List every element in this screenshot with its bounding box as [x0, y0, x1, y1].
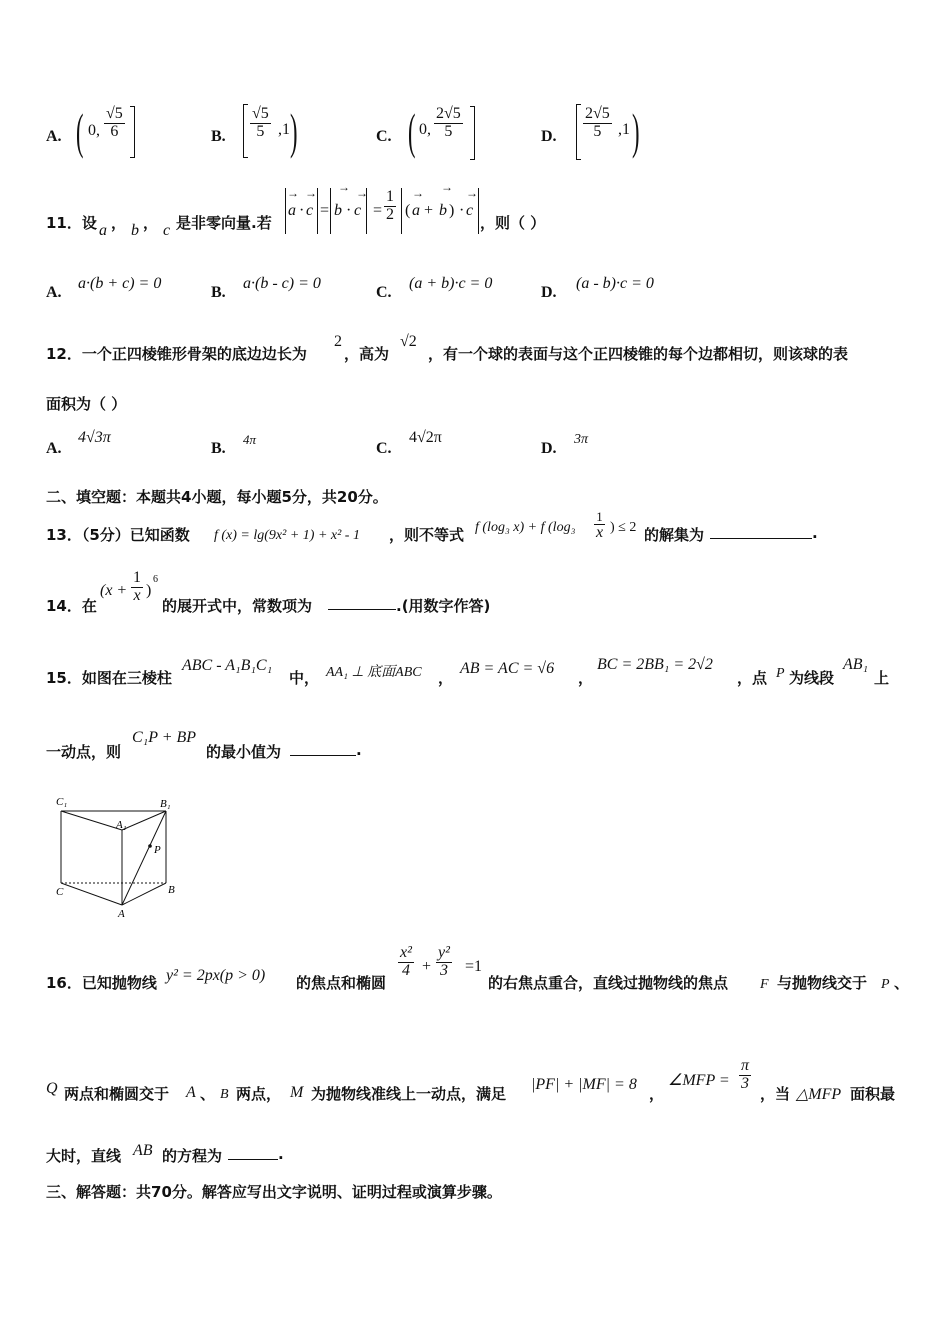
q11-sep-1: ， — [111, 214, 127, 232]
q16-ellipse-plus: + — [422, 958, 432, 975]
q11-half: $\frac{1}{2}$ — [386, 188, 394, 223]
q16-point-p: P — [881, 977, 890, 992]
q11-option-a-label: A. — [46, 284, 62, 301]
q16-period: . — [278, 1145, 284, 1163]
q16-abs-condition: |PF| + |MF| = 8 — [531, 1076, 637, 1093]
q11-cond-c2: c — [354, 202, 362, 219]
label-b: B — [168, 884, 175, 896]
q11-arrow-b2: → — [441, 180, 453, 194]
q11-arrow-c2: → — [356, 186, 368, 200]
q12-option-d-expr: 3π — [574, 432, 589, 447]
q16-point-q: Q — [46, 1080, 58, 1097]
q12-option-a-label: A. — [46, 440, 62, 457]
q16-text-5: 两点和椭圆交于 — [64, 1085, 170, 1103]
q16-line-ab: AB — [133, 1142, 153, 1159]
q11-option-b-expr: a·(b - c) = 0 — [243, 275, 321, 292]
q14-power: 6 — [153, 574, 158, 585]
q16-dun-1: 、 — [894, 974, 910, 992]
label-c1: C₁ — [56, 796, 68, 808]
q15-cond-3: BC = 2BB₁ = 2√2 — [597, 656, 713, 673]
q12-text-3: ，有一个球的表面与这个正四棱锥的每个边都相切，则该球的表 — [428, 345, 849, 363]
q11-arrow-c3: → — [466, 186, 478, 200]
q16-text-3: 的右焦点重合，直线过抛物线的焦点 — [488, 974, 729, 992]
q13-text-2: ，则不等式 — [389, 526, 465, 544]
q11-option-d-label: D. — [541, 284, 557, 301]
q12-option-c-expr: 4√2π — [409, 429, 442, 446]
q11-arrow-a2: → — [412, 186, 424, 200]
q14-text-3: .(用数字作答) — [396, 597, 491, 615]
q11-tail: ，则（ ） — [480, 214, 546, 232]
q14-expr-1: (x + — [100, 582, 128, 599]
q16-dun-2: 、 — [200, 1085, 216, 1103]
q12-text-1: 12．一个正四棱锥形骨架的底边边长为 — [46, 345, 307, 363]
q13-text-1: 13．（5分）已知函数 — [46, 526, 190, 544]
q16-triangle: △MFP — [796, 1086, 842, 1103]
q15-cond-1: AA₁ ⊥ 底面ABC — [326, 665, 422, 680]
q13-ineq-part-2: ) ≤ 2 — [610, 520, 637, 535]
q16-point-b: B — [220, 1087, 229, 1102]
q11-var-c: c — [163, 222, 171, 239]
q11-dot-3: · — [459, 202, 465, 219]
q16-angle-fraction: $\frac{\pi}{3}$ — [741, 1057, 750, 1092]
q16-text-2: 的焦点和椭圆 — [296, 974, 387, 992]
q13-period: . — [812, 524, 818, 542]
q10-c-open-paren: ( — [408, 103, 416, 159]
label-a1: A₁ — [116, 819, 127, 831]
q10-a-open-paren: ( — [76, 103, 84, 159]
label-a: A — [118, 908, 125, 920]
q15-text-6: 一动点，则 — [46, 743, 122, 761]
q12-side-length: 2 — [334, 333, 342, 350]
q11-number: 11．设 — [46, 214, 97, 232]
q10-d-one: ,1 — [618, 121, 630, 138]
q16-ellipse-y-term: $\frac{\text{y²}}{3}$ — [438, 944, 450, 979]
q14-text-2: 的展开式中，常数项为 — [162, 597, 313, 615]
q10-option-b-label: B. — [211, 128, 226, 145]
q15-sep-2: ， — [578, 669, 594, 687]
section-2-heading: 二、填空题：本题共4小题，每小题5分，共20分。 — [46, 488, 388, 506]
q11-cond-a2: a — [412, 202, 420, 219]
q11-option-a-expr: a·(b + c) = 0 — [78, 275, 162, 292]
q16-text-7: 为抛物线准线上一动点，满足 — [311, 1085, 507, 1103]
q16-text-11: 的方程为 — [162, 1147, 223, 1165]
q15-expression: C₁P + BP — [132, 729, 197, 746]
q12-option-b-label: B. — [211, 440, 226, 457]
q11-option-c-label: C. — [376, 284, 392, 301]
q16-text-6: 两点， — [236, 1085, 282, 1103]
q10-option-a-label: A. — [46, 128, 62, 145]
q12-option-d-label: D. — [541, 440, 557, 457]
q11-cond-a: a — [288, 202, 296, 219]
q10-c-zero: 0, — [419, 121, 431, 138]
q11-var-b: b — [131, 222, 139, 239]
label-b1: B₁ — [160, 798, 171, 810]
q11-mid-text: 是非零向量.若 — [176, 214, 272, 232]
q12-text-2: ，高为 — [344, 345, 390, 363]
q12-option-a-expr: 4√3π — [78, 429, 111, 446]
q13-ineq-fraction: 1 x — [596, 509, 604, 541]
q15-text-3: ，点 — [737, 669, 768, 687]
q10-option-c-label: C. — [376, 128, 392, 145]
q12-option-b-expr: 4π — [243, 432, 257, 447]
q16-comma: ， — [649, 1085, 665, 1103]
q11-paren-open: ( — [405, 202, 411, 219]
q16-point-m: M — [290, 1084, 304, 1101]
q16-text-1: 16．已知抛物线 — [46, 974, 157, 992]
q11-option-b-label: B. — [211, 284, 226, 301]
q10-d-close-paren: ) — [632, 103, 640, 159]
q15-text-4: 为线段 — [789, 669, 835, 687]
q16-answer-blank[interactable] — [228, 1145, 278, 1160]
q12-height: √2 — [400, 333, 417, 350]
q15-sep-1: ， — [438, 669, 454, 687]
q10-b-one: ,1 — [278, 121, 290, 138]
q15-text-5: 上 — [874, 669, 890, 687]
q12-option-c-label: C. — [376, 440, 392, 457]
q11-arrow-b: → — [338, 180, 350, 194]
q11-cond-b2: b — [439, 202, 447, 219]
section-3-heading: 三、解答题：共70分。解答应写出文字说明、证明过程或演算步骤。 — [46, 1183, 502, 1201]
q10-a-zero: 0, — [88, 122, 100, 139]
q15-prism: ABC - A₁B₁C₁ — [182, 657, 273, 674]
q15-text-2: 中， — [289, 669, 320, 687]
q14-fraction: $\frac{1}{x}$ — [133, 569, 141, 604]
q11-option-d-expr: (a - b)·c = 0 — [576, 275, 654, 292]
q11-arrow-c1: → — [305, 186, 317, 200]
label-c: C — [56, 886, 64, 898]
q11-dot-1: · — [299, 202, 305, 219]
label-p: P — [154, 844, 161, 856]
q11-option-c-expr: (a + b)·c = 0 — [409, 275, 493, 292]
q11-var-a: a — [99, 222, 107, 239]
q10-option-d-label: D. — [541, 128, 557, 145]
q15-period: . — [356, 741, 362, 759]
q11-eq-2: = — [373, 202, 383, 219]
q10-d-fraction: $\frac{2√5}{5}$ — [585, 105, 610, 140]
q16-text-9: 面积最 — [850, 1085, 896, 1103]
q16-angle: ∠MFP = — [668, 1072, 730, 1089]
q16-ellipse-eq: =1 — [465, 958, 483, 975]
q16-parabola: y² = 2px(p > 0) — [166, 967, 266, 984]
q16-focus-f: F — [760, 977, 769, 992]
q11-dot-2: · — [346, 202, 352, 219]
q14-expr-2: ) — [146, 582, 152, 599]
q11-eq-1: = — [320, 202, 330, 219]
q11-cond-c1: c — [306, 202, 314, 219]
q12-text-4: 面积为（ ） — [46, 395, 127, 413]
q14-text-1: 14．在 — [46, 597, 97, 615]
q15-text-1: 15．如图在三棱柱 — [46, 669, 172, 687]
q10-c-fraction: $\frac{2√5}{5}$ — [436, 105, 461, 140]
q13-function: f (x) = lg(9x² + 1) + x² - 1 — [214, 528, 360, 543]
q11-sep-2: ， — [143, 214, 159, 232]
q15-cond-2: AB = AC = √6 — [460, 660, 555, 677]
q13-ineq-part-1: f (log₃ x) + f (log₃ — [475, 520, 576, 535]
q15-text-7: 的最小值为 — [206, 743, 282, 761]
q16-text-4: 与抛物线交于 — [777, 974, 868, 992]
q16-text-10: 大时，直线 — [46, 1147, 122, 1165]
q10-b-fraction: $\frac{√5}{5}$ — [252, 105, 269, 140]
q10-b-close-paren: ) — [290, 103, 298, 159]
q16-text-8: ，当 — [760, 1085, 791, 1103]
q11-arrow-a: → — [287, 186, 299, 200]
q11-paren-close: ) — [449, 202, 455, 219]
q15-point-p: P — [776, 666, 785, 681]
q11-cond-b: b — [334, 202, 342, 219]
q16-point-a: A — [186, 1084, 196, 1101]
q11-cond-c3: c — [466, 202, 474, 219]
q10-a-fraction: $\frac{√5}{6}$ — [106, 105, 123, 140]
q15-segment: AB₁ — [843, 656, 869, 673]
q11-plus: + — [424, 202, 434, 219]
q13-text-3: 的解集为 — [644, 526, 705, 544]
q16-ellipse-x-term: $\frac{\text{x²}}{4}$ — [400, 944, 412, 979]
